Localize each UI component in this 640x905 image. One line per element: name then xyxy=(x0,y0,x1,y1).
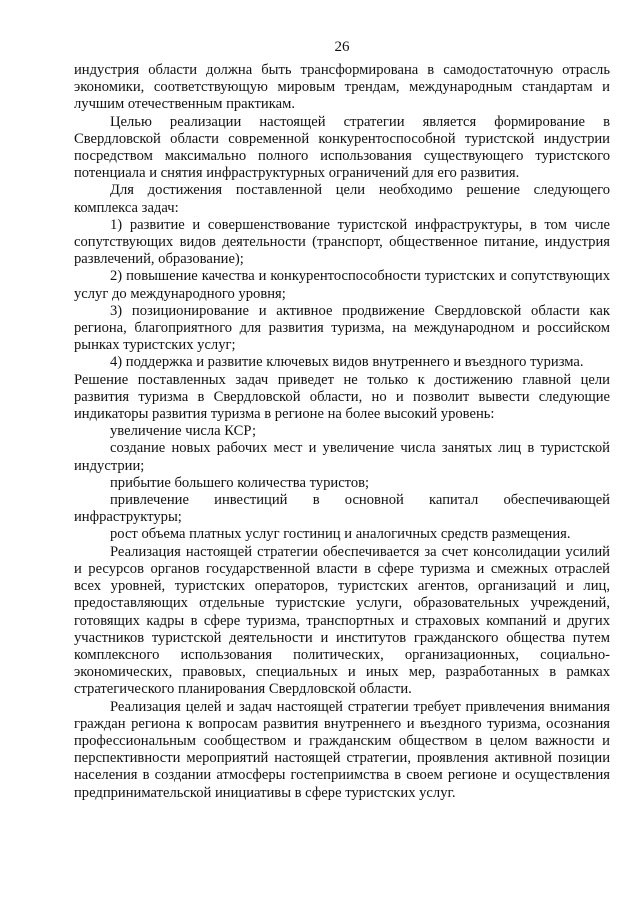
paragraph-attention: Реализация целей и задач настоящей стратегии требует привлечения внимания граждан региона к вопросам развития внутреннего и въездного туризма, осознания профессиональным сообществом и гражданским обществом в целом важности и перспективности мероприятий настоящей стратегии, проявления активной позиции населения в создании атмосферы гостеприимства в своем регионе и осуществления предпринимательской инициативы в сфере туристских услуг. xyxy=(74,698,610,801)
list-item-task-3: 3) позиционирование и активное продвижение Свердловской области как региона, благоприятного для развития туризма, на международном и российском рынках туристских услуг; xyxy=(74,302,610,354)
document-body xyxy=(74,62,610,802)
paragraph-2: Целью реализации настоящей стратегии является формирование в Свердловской области современной конкурентоспособной туристской индустрии посредством максимально полного использования существующего туристского потенциала и снятия инфраструктурных ограничений для его развития. xyxy=(74,113,610,182)
list-item-task-2: 2) повышение качества и конкурентоспособности туристских и сопутствующих услуг до международного уровня; xyxy=(74,268,610,302)
list-item-indicator-1: увеличение числа КСР; xyxy=(110,423,257,440)
list-item-task-1: 1) развитие и совершенствование туристской инфраструктуры, в том числе сопутствующих видов деятельности (транспорт, общественное питание, индустрия развлечений, образование); xyxy=(74,216,610,268)
list-item-task-4: 4) поддержка и развитие ключевых видов внутреннего и въездного туризма. xyxy=(110,354,584,371)
paragraph-1: индустрия области должна быть трансформирована в самодостаточную отрасль экономики, соответствующую мировым трендам, международным стандартам и лучшим отечественным практикам. xyxy=(74,62,610,113)
list-item-indicator-3: прибытие большего количества туристов; xyxy=(110,474,370,491)
page-number: 26 xyxy=(334,39,350,55)
paragraph-indicators-intro: Решение поставленных задач приведет не только к достижению главной цели развития туризма в Свердловской области, но и позволит вывести следующие индикаторы развития туризма в регионе на более высокий уровень: xyxy=(74,371,610,423)
list-item-indicator-5: рост объема платных услуг гостиниц и аналогичных средств размещения. xyxy=(110,526,571,543)
paragraph-consolidation: Реализация настоящей стратегии обеспечивается за счет консолидации усилий и ресурсов органов государственной власти в сфере туризма и смежных отраслей всех уровней, туристских операторов, туристских агентов, организаций и лиц, предоставляющих отдельные туристские услуги, образовательных учреждений, готовящих кадры в сфере туризма, транспортных и страховых компаний и других участников туристской деятельности и институтов гражданского общества путем комплексного использования политических, организационных, социально-экономических, правовых, специальных и иных мер, разработанных в рамках стратегического планирования Свердловской области. xyxy=(74,543,610,698)
list-item-indicator-4: привлечение инвестиций в основной капитал обеспечивающей инфраструктуры; xyxy=(74,492,610,526)
paragraph-3: Для достижения поставленной цели необходимо решение следующего комплекса задач: xyxy=(74,182,610,216)
list-item-indicator-2: создание новых рабочих мест и увеличение числа занятых лиц в туристской индустрии; xyxy=(74,440,610,474)
